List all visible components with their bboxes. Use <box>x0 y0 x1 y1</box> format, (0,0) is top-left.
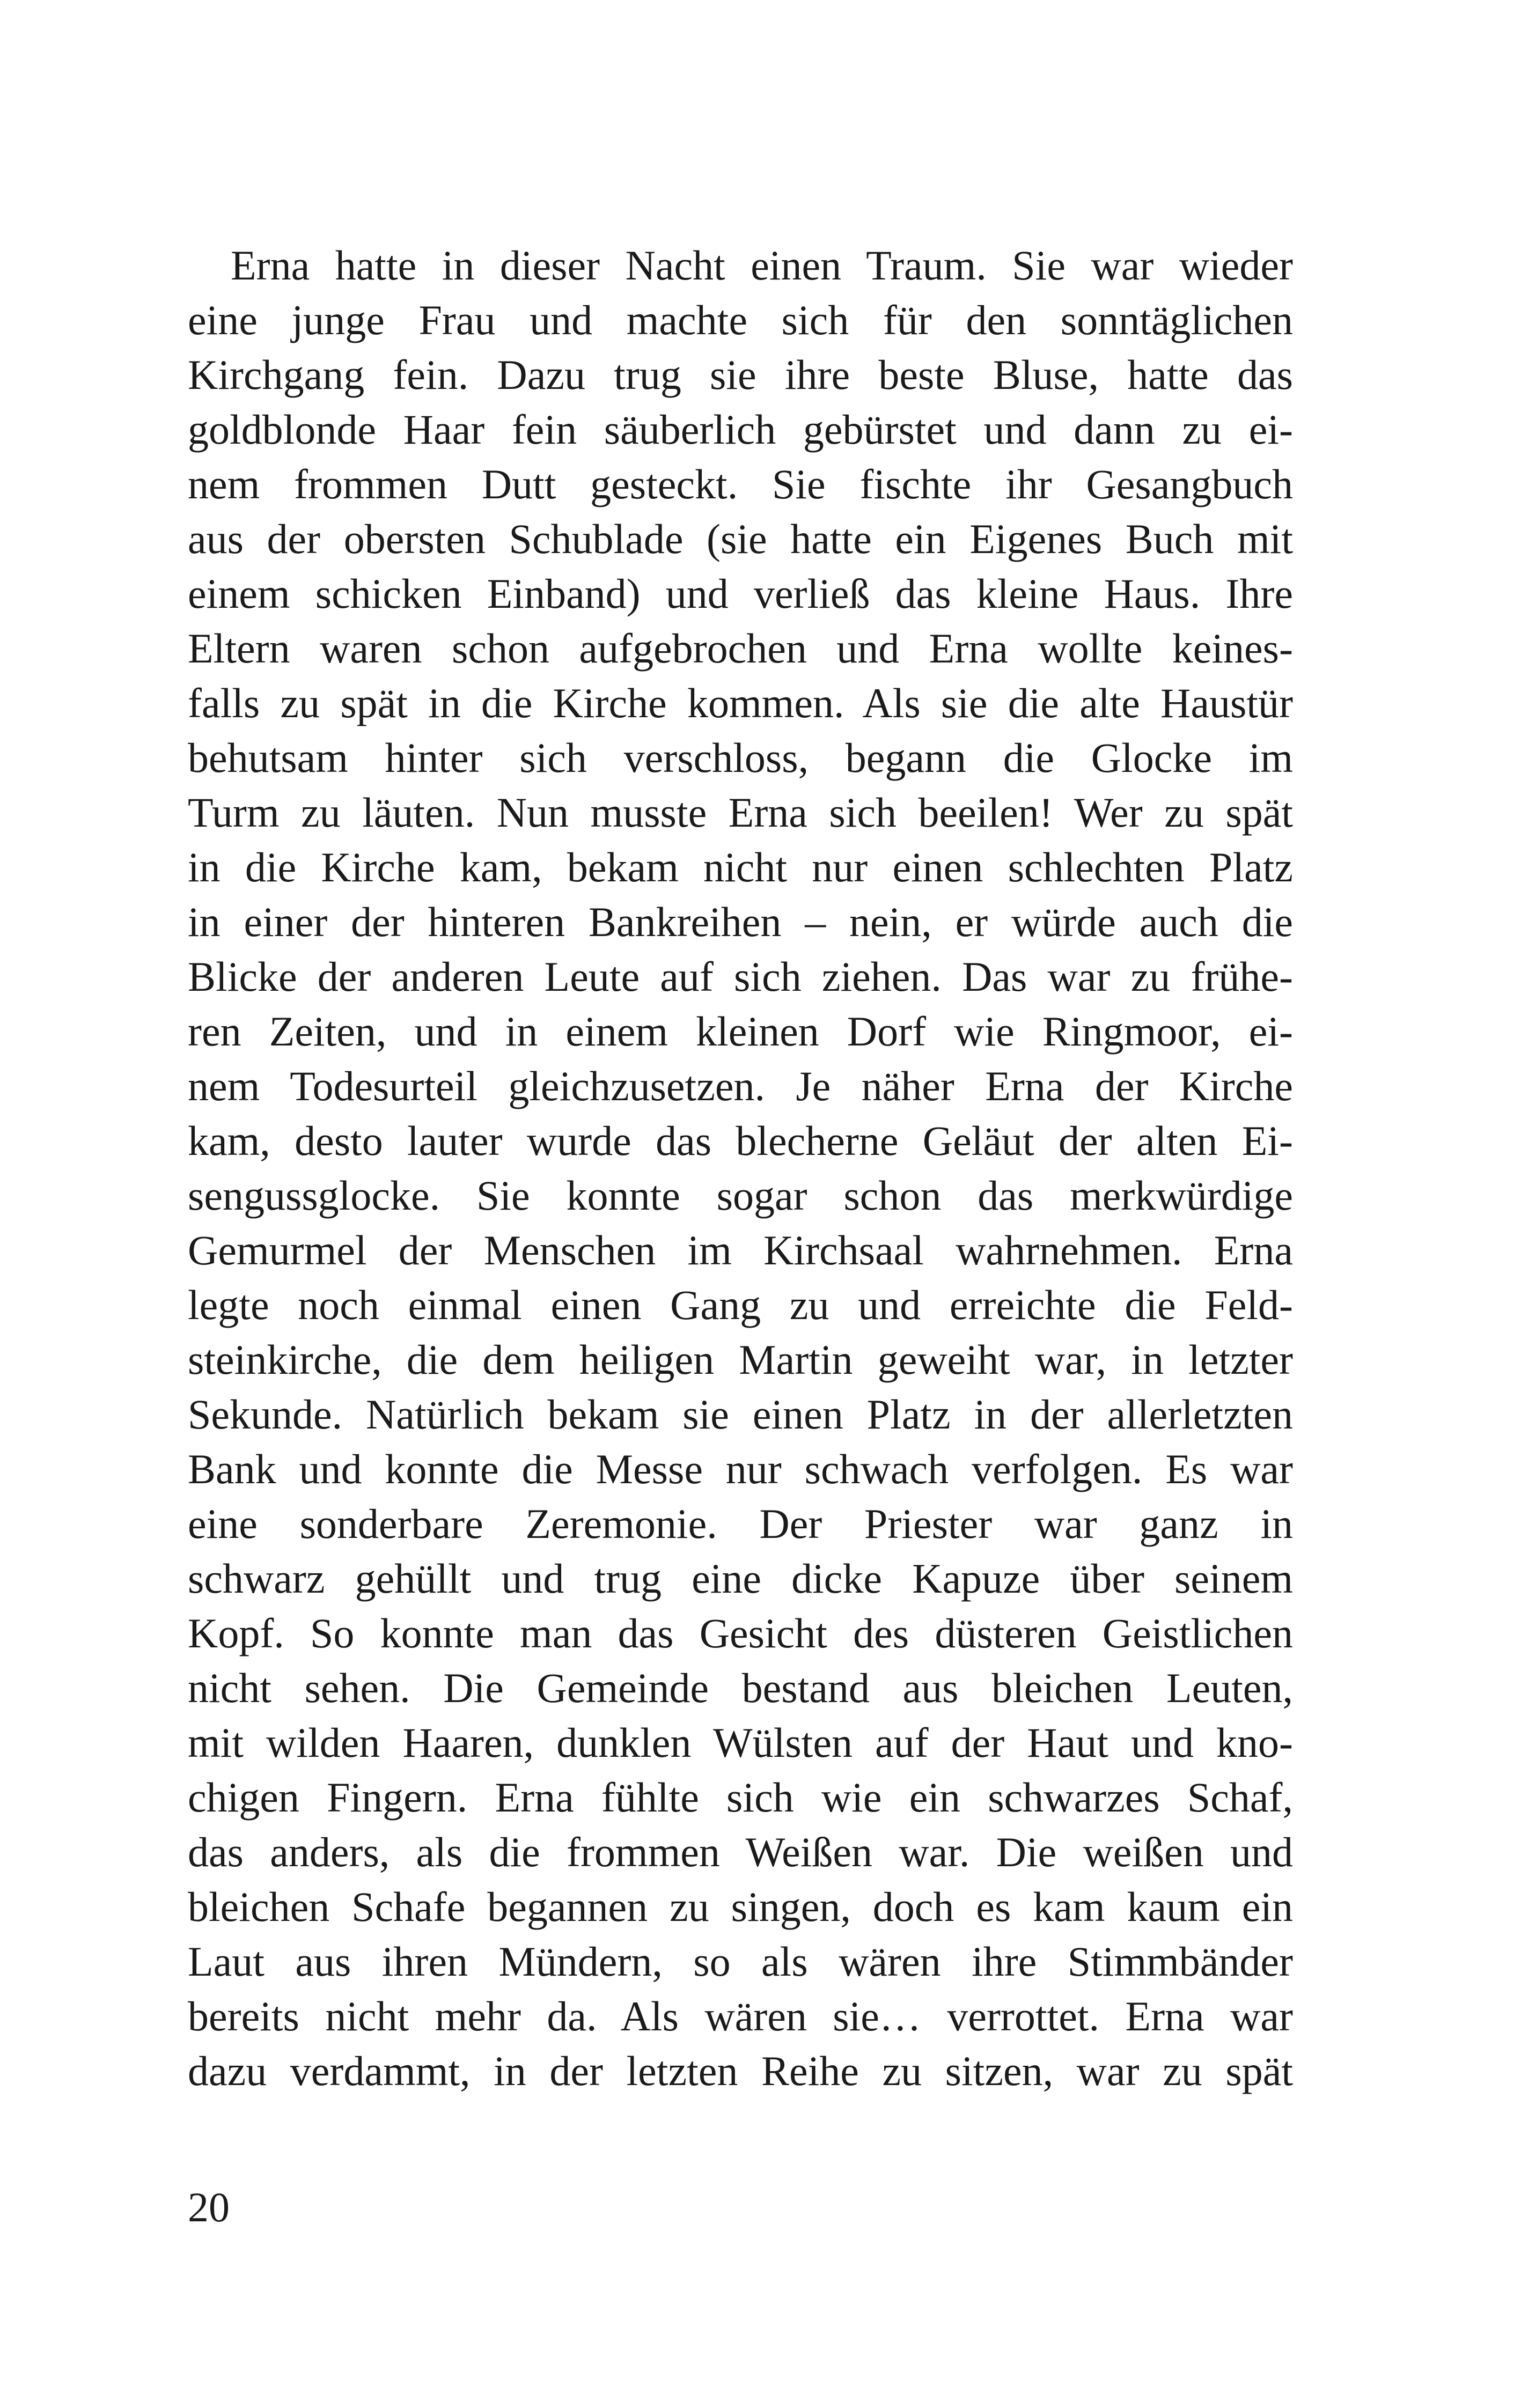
text-line: Erna hatte in dieser Nacht einen Traum. Sie war wieder <box>231 242 1293 289</box>
text-line: kam, desto lauter wurde das blecherne Geläut der alten Ei- <box>188 1117 1293 1164</box>
body-text <box>188 238 1293 2098</box>
text-line: chigen Fingern. Erna fühlte sich wie ein schwarzes Schaf, <box>188 1774 1293 1821</box>
text-line: Gemurmel der Menschen im Kirchsaal wahrnehmen. Erna <box>188 1227 1293 1273</box>
text-line: nem Todesurteil gleichzusetzen. Je näher Erna der Kirche <box>188 1063 1293 1109</box>
text-line: nem frommen Dutt gesteckt. Sie fischte ihr Gesangbuch <box>188 461 1293 507</box>
text-line: goldblonde Haar fein säuberlich gebürstet und dann zu ei- <box>188 406 1293 453</box>
text-line: behutsam hinter sich verschloss, begann die Glocke im <box>188 734 1293 781</box>
text-line: bereits nicht mehr da. Als wären sie… verrottet. Erna war <box>188 1993 1293 2039</box>
text-line: aus der obersten Schublade (sie hatte ein Eigenes Buch mit <box>188 516 1293 562</box>
page-number: 20 <box>188 2184 230 2230</box>
text-line: eine sonderbare Zeremonie. Der Priester war ganz in <box>188 1500 1293 1547</box>
text-line: Sekunde. Natürlich bekam sie einen Platz in der allerletzten <box>188 1391 1293 1438</box>
text-line: in einer der hinteren Bankreihen – nein, er würde auch die <box>188 899 1293 945</box>
text-line: mit wilden Haaren, dunklen Wülsten auf der Haut und kno- <box>188 1719 1293 1766</box>
text-line: schwarz gehüllt und trug eine dicke Kapuze über seinem <box>188 1555 1293 1602</box>
text-line: Bank und konnte die Messe nur schwach verfolgen. Es war <box>188 1446 1293 1492</box>
text-line: Eltern waren schon aufgebrochen und Erna wollte keines- <box>188 625 1293 672</box>
text-line: einem schicken Einband) und verließ das kleine Haus. Ihre <box>188 570 1293 617</box>
text-line: steinkirche, die dem heiligen Martin geweiht war, in letzter <box>188 1336 1293 1383</box>
text-line: Kopf. So konnte man das Gesicht des düsteren Geistlichen <box>188 1610 1293 1656</box>
text-line: dazu verdammt, in der letzten Reihe zu sitzen, war zu spät <box>188 2048 1293 2094</box>
text-line: Turm zu läuten. Nun musste Erna sich beeilen! Wer zu spät <box>188 789 1293 836</box>
text-line: das anders, als die frommen Weißen war. Die weißen und <box>188 1829 1293 1875</box>
text-line: Laut aus ihren Mündern, so als wären ihre Stimmbänder <box>188 1938 1293 1985</box>
text-line: eine junge Frau und machte sich für den sonntäglichen <box>188 297 1293 343</box>
text-line: falls zu spät in die Kirche kommen. Als sie die alte Haustür <box>188 680 1293 726</box>
text-line: legte noch einmal einen Gang zu und erreichte die Feld- <box>188 1282 1293 1328</box>
text-line: Blicke der anderen Leute auf sich ziehen. Das war zu frühe- <box>188 953 1293 1000</box>
text-line: ren Zeiten, und in einem kleinen Dorf wie Ringmoor, ei- <box>188 1008 1293 1055</box>
text-line: in die Kirche kam, bekam nicht nur einen schlechten Platz <box>188 844 1293 890</box>
text-line: nicht sehen. Die Gemeinde bestand aus bleichen Leuten, <box>188 1665 1293 1711</box>
text-line: bleichen Schafe begannen zu singen, doch es kam kaum ein <box>188 1883 1293 1930</box>
text-line: Kirchgang fein. Dazu trug sie ihre beste Bluse, hatte das <box>188 351 1293 398</box>
text-line: sengussglocke. Sie konnte sogar schon das merkwürdige <box>188 1172 1293 1219</box>
